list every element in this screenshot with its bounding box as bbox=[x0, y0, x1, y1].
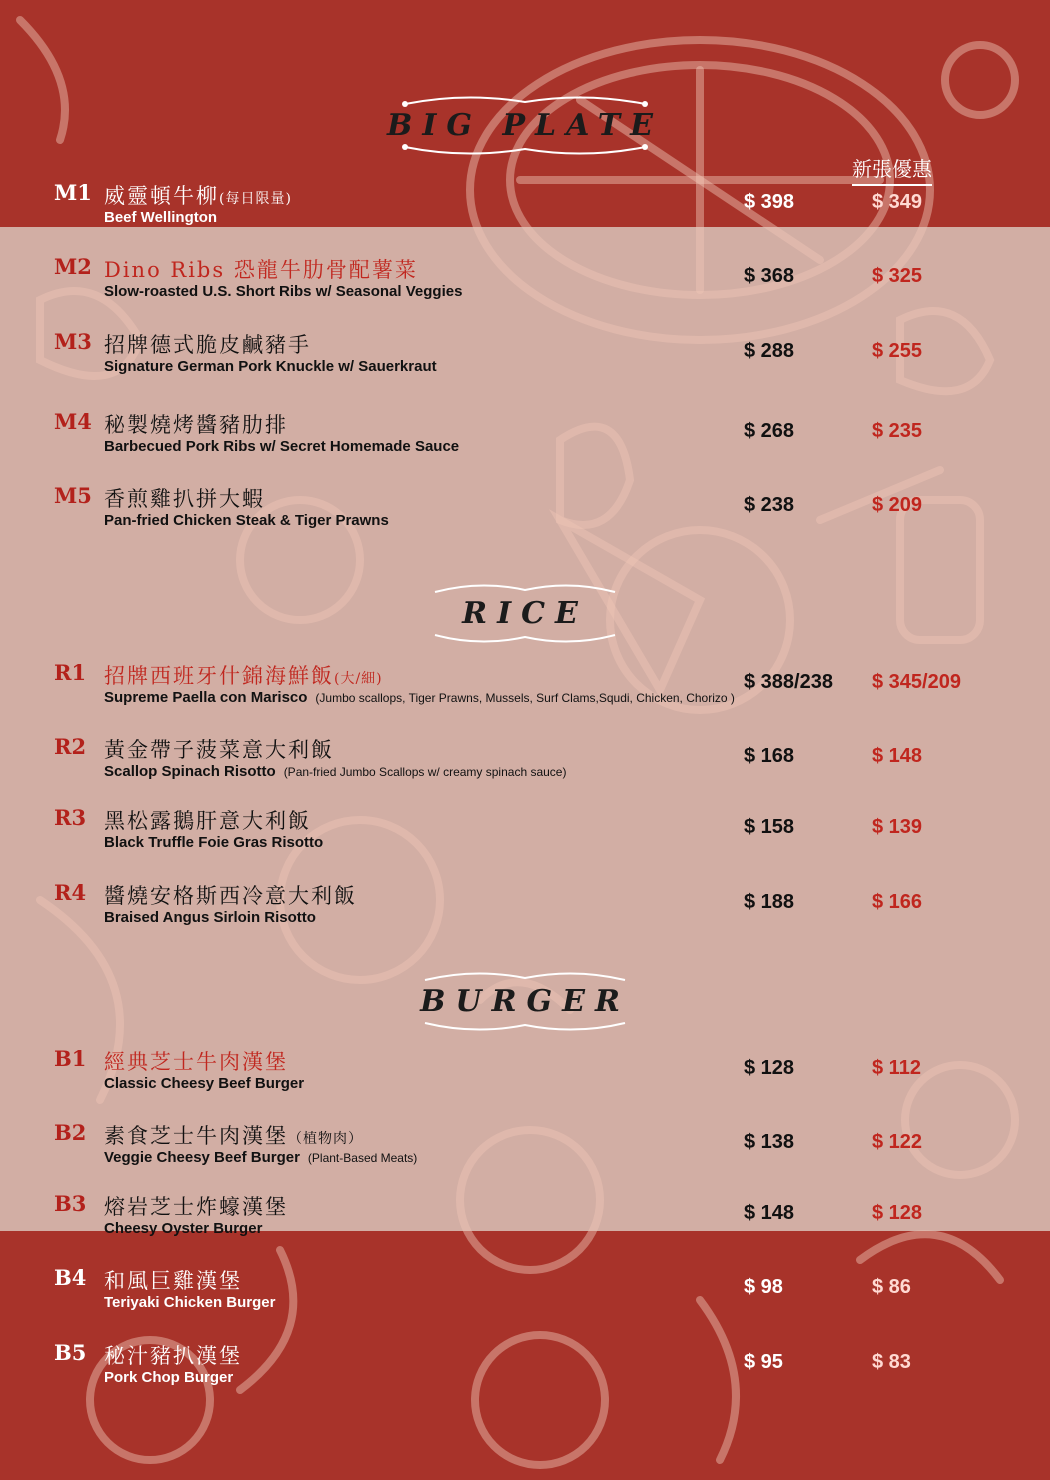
menu-item bbox=[0, 660, 1050, 720]
item-price: $ 95 bbox=[744, 1351, 783, 1373]
item-code: B4 bbox=[54, 1265, 87, 1290]
item-promo-price: $ 83 bbox=[872, 1351, 911, 1373]
item-promo-price: $ 139 bbox=[872, 816, 923, 838]
item-name-en: Cheesy Oyster Burger bbox=[104, 1220, 263, 1237]
section-title: RICE bbox=[462, 596, 588, 631]
item-note-zh: (每日限量) bbox=[219, 191, 292, 207]
item-code: R3 bbox=[54, 805, 87, 830]
item-name-en: Pork Chop Burger bbox=[104, 1369, 234, 1386]
item-promo-price: $ 325 bbox=[872, 265, 923, 287]
item-code: M5 bbox=[54, 483, 92, 508]
section-heading-big-plate bbox=[0, 92, 1050, 159]
item-name-zh: 和風巨雞漢堡 bbox=[104, 1269, 242, 1293]
item-promo-price: $ 235 bbox=[872, 420, 923, 442]
item-price: $ 158 bbox=[744, 816, 795, 838]
item-name-zh: 香煎雞扒拼大蝦 bbox=[104, 487, 265, 511]
item-promo-price: $ 345/209 bbox=[872, 671, 961, 693]
item-code: M3 bbox=[54, 329, 92, 354]
menu-item bbox=[0, 805, 1050, 865]
item-name-en: Scallop Spinach Risotto (Pan-fried Jumbo Scallops w/ creamy spinach sauce) bbox=[104, 763, 567, 780]
item-code: M4 bbox=[54, 409, 92, 434]
item-name-en: Braised Angus Sirloin Risotto bbox=[104, 909, 316, 926]
item-note-zh: (大/細) bbox=[334, 671, 383, 687]
item-name-en: Classic Cheesy Beef Burger bbox=[104, 1075, 305, 1092]
item-note-en: (Plant-Based Meats) bbox=[307, 1151, 418, 1165]
menu-item bbox=[0, 180, 1050, 240]
item-promo-price: $ 209 bbox=[872, 494, 923, 516]
menu-item bbox=[0, 1046, 1050, 1106]
item-name-zh: 威靈頓牛柳(每日限量) bbox=[104, 184, 292, 208]
item-name-zh: 秘汁豬扒漢堡 bbox=[104, 1344, 242, 1368]
menu-item bbox=[0, 734, 1050, 794]
item-name-zh: 黃金帶子菠菜意大利飯 bbox=[104, 738, 334, 762]
item-name-en: Barbecued Pork Ribs w/ Secret Homemade Sauce bbox=[104, 438, 460, 455]
item-name-zh: 秘製燒烤醬豬肋排 bbox=[104, 413, 288, 437]
item-name-zh: Dino Ribs 恐龍牛肋骨配薯菜 bbox=[104, 258, 418, 282]
item-code: R2 bbox=[54, 734, 87, 759]
flourish-top-icon bbox=[395, 92, 655, 108]
section-title: BIG PLATE bbox=[387, 108, 663, 143]
item-name-en: Veggie Cheesy Beef Burger (Plant-Based Meats) bbox=[104, 1149, 418, 1166]
item-name-en: Beef Wellington bbox=[104, 209, 218, 226]
item-name-zh: 熔岩芝士炸蠔漢堡 bbox=[104, 1195, 288, 1219]
menu-item bbox=[0, 1191, 1050, 1251]
menu-item bbox=[0, 880, 1050, 940]
item-code: B5 bbox=[54, 1340, 87, 1365]
menu-item bbox=[0, 329, 1050, 389]
item-code: B2 bbox=[54, 1120, 87, 1145]
item-name-zh: 經典芝士牛肉漢堡 bbox=[104, 1050, 288, 1074]
item-promo-price: $ 128 bbox=[872, 1202, 923, 1224]
item-code: M2 bbox=[54, 254, 92, 279]
menu-item bbox=[0, 1340, 1050, 1400]
item-name-en: Teriyaki Chicken Burger bbox=[104, 1294, 276, 1311]
item-price: $ 268 bbox=[744, 420, 795, 442]
menu-item bbox=[0, 409, 1050, 469]
menu-item bbox=[0, 254, 1050, 314]
item-price: $ 98 bbox=[744, 1276, 783, 1298]
item-price: $ 188 bbox=[744, 891, 795, 913]
item-promo-price: $ 122 bbox=[872, 1131, 923, 1153]
item-price: $ 388/238 bbox=[744, 671, 833, 693]
flourish-top-icon bbox=[425, 580, 625, 596]
item-code: R1 bbox=[54, 660, 87, 685]
menu-item bbox=[0, 483, 1050, 543]
item-name-zh: 招牌西班牙什錦海鮮飯(大/細) bbox=[104, 664, 383, 688]
promo-price-header: 新張優惠 bbox=[852, 153, 932, 186]
item-name-en: Pan-fried Chicken Steak & Tiger Prawns bbox=[104, 512, 389, 529]
section-heading-burger bbox=[0, 968, 1050, 1035]
item-price: $ 148 bbox=[744, 1202, 795, 1224]
section-title: BURGER bbox=[420, 984, 630, 1019]
item-price: $ 398 bbox=[744, 191, 795, 213]
item-note-en: (Pan-fried Jumbo Scallops w/ creamy spinach sauce) bbox=[283, 765, 567, 779]
item-code: R4 bbox=[54, 880, 87, 905]
menu-item bbox=[0, 1265, 1050, 1325]
item-name-zh: 黑松露鵝肝意大利飯 bbox=[104, 809, 311, 833]
flourish-top-icon bbox=[415, 968, 635, 984]
section-heading-rice bbox=[0, 580, 1050, 647]
item-note-zh: （植物肉） bbox=[288, 1131, 363, 1147]
item-promo-price: $ 255 bbox=[872, 340, 923, 362]
item-name-en: Slow-roasted U.S. Short Ribs w/ Seasonal Veggies bbox=[104, 283, 463, 300]
item-price: $ 238 bbox=[744, 494, 795, 516]
item-note-en: (Jumbo scallops, Tiger Prawns, Mussels, Surf Clams,Squdi, Chicken, Chorizo ) bbox=[315, 691, 735, 705]
flourish-bottom-icon bbox=[415, 1019, 635, 1035]
item-code: M1 bbox=[54, 180, 92, 205]
item-name-zh: 招牌德式脆皮鹹豬手 bbox=[104, 333, 311, 357]
item-price: $ 368 bbox=[744, 265, 795, 287]
item-name-zh: 素食芝士牛肉漢堡（植物肉） bbox=[104, 1124, 363, 1148]
item-promo-price: $ 349 bbox=[872, 191, 923, 213]
item-name-en: Black Truffle Foie Gras Risotto bbox=[104, 834, 324, 851]
item-promo-price: $ 148 bbox=[872, 745, 923, 767]
item-price: $ 288 bbox=[744, 340, 795, 362]
item-code: B1 bbox=[54, 1046, 87, 1071]
item-code: B3 bbox=[54, 1191, 87, 1216]
item-name-en: Signature German Pork Knuckle w/ Sauerkraut bbox=[104, 358, 437, 375]
flourish-bottom-icon bbox=[395, 143, 655, 159]
flourish-bottom-icon bbox=[425, 631, 625, 647]
menu-item bbox=[0, 1120, 1050, 1180]
item-promo-price: $ 166 bbox=[872, 891, 923, 913]
item-price: $ 138 bbox=[744, 1131, 795, 1153]
item-name-zh: 醬燒安格斯西冷意大利飯 bbox=[104, 884, 357, 908]
item-promo-price: $ 86 bbox=[872, 1276, 911, 1298]
item-name-en: Supreme Paella con Marisco (Jumbo scallops, Tiger Prawns, Mussels, Surf Clams,Squdi, Chicken, Chorizo ) bbox=[104, 689, 735, 706]
item-price: $ 128 bbox=[744, 1057, 795, 1079]
item-promo-price: $ 112 bbox=[872, 1057, 921, 1079]
item-price: $ 168 bbox=[744, 745, 795, 767]
